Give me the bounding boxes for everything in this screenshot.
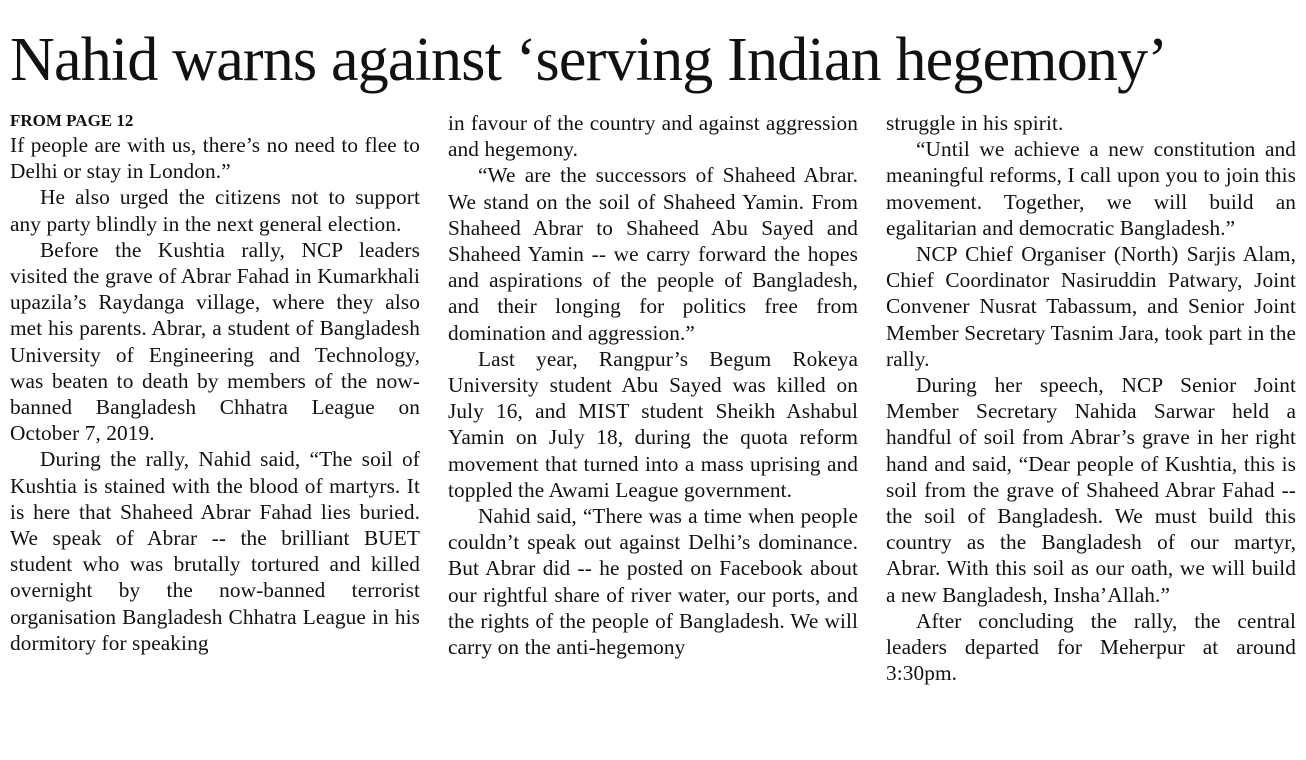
paragraph: If people are with us, there’s no need to flee to Delhi or stay in London.” bbox=[10, 133, 420, 184]
jump-line: FROM PAGE 12 bbox=[10, 111, 134, 130]
paragraph: Nahid said, “There was a time when people couldn’t speak out against Delhi’s dominance. But Abrar did -- he posted on Facebook about our rightful share of river water, our ports, and the rights of the people of Bangladesh. We will carry on the anti-hegemony bbox=[448, 504, 858, 660]
paragraph: “Until we achieve a new constitution and meaningful reforms, I call upon you to join this movement. Together, we will build an egalitarian and democratic Bangladesh.” bbox=[886, 137, 1296, 240]
article-column-3 bbox=[886, 110, 1296, 686]
paragraph: After concluding the rally, the central leaders departed for Meherpur at around 3:30pm. bbox=[886, 608, 1296, 686]
paragraph: struggle in his spirit. bbox=[886, 111, 1064, 135]
paragraph: Last year, Rangpur’s Begum Rokeya University student Abu Sayed was killed on July 16, and MIST student Sheikh Ashabul Yamin on July 18, during the quota reform movement that turned into a mass uprising and toppled the Awami League government. bbox=[448, 346, 858, 502]
paragraph: He also urged the citizens not to support any party blindly in the next general election. bbox=[10, 185, 420, 236]
article-column-2 bbox=[448, 110, 858, 660]
paragraph: During her speech, NCP Senior Joint Member Secretary Nahida Sarwar held a handful of soil from Abrar’s grave in her right hand and said, “Dear people of Kushtia, this is soil from the grave of Shaheed Abrar Fahad -- the soil of Bangladesh. We must build this country as the Bangladesh of our martyr, Abrar. With this soil as our oath, we will build a new Bangladesh, Insha’Allah.” bbox=[886, 373, 1296, 607]
paragraph: “We are the successors of Shaheed Abrar. We stand on the soil of Shaheed Yamin. From Shaheed Abrar to Shaheed Abu Sayed and Shaheed Yamin -- we carry forward the hopes and aspirations of the people of Bangladesh, and their longing for politics free from domination and aggression.” bbox=[448, 163, 858, 345]
paragraph: Before the Kushtia rally, NCP leaders visited the grave of Abrar Fahad in Kumarkhali upazila’s Raydanga village, where they also met his parents. Abrar, a student of Bangladesh University of Engineering and Technology, was beaten to death by members of the now-banned Bangladesh Chhatra League on October 7, 2019. bbox=[10, 237, 420, 446]
article-column-1 bbox=[10, 110, 420, 656]
paragraph: During the rally, Nahid said, “The soil of Kushtia is stained with the blood of martyrs. It is here that Shaheed Abrar Fahad lies buried. We speak of Abrar -- the brilliant BUET student who was brutally tortured and killed overnight by the now-banned terrorist organisation Bangladesh Chhatra League in his dormitory for speaking bbox=[10, 447, 420, 655]
paragraph: NCP Chief Organiser (North) Sarjis Alam, Chief Coordinator Nasiruddin Patwary, Joint Convener Nusrat Tabassum, and Senior Joint Member Secretary Tasnim Jara, took part in the rally. bbox=[886, 242, 1296, 371]
headline: Nahid warns against ‘serving Indian hegemony’ bbox=[10, 26, 1168, 94]
paragraph: in favour of the country and against aggression and hegemony. bbox=[448, 111, 858, 162]
